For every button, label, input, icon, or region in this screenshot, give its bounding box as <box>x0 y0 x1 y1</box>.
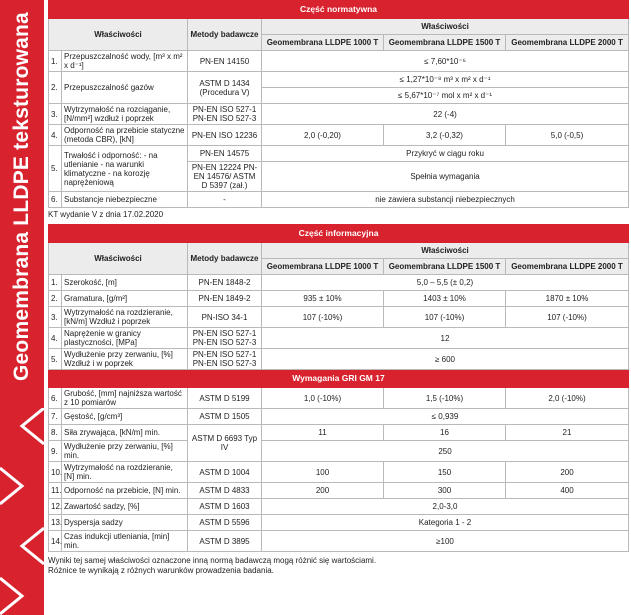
header-col1: Geomembrana LLDPE 1000 T <box>262 35 384 51</box>
table-row: 8. Siła zrywająca, [kN/m] min. ASTM D 6693 Typ IV 11 16 21 <box>49 425 629 441</box>
table-row: 11. Odporność na przebicie, [N] min. ASTM D 4833 200 300 400 <box>49 483 629 499</box>
table-row: 13. Dyspersja sadzy ASTM D 5596 Kategoria 1 - 2 <box>49 515 629 531</box>
table-row: 5. Trwałość i odporność: - na utlenianie - na warunki klimatyczne - na korozję naprężeniową PN-EN 14575 Przykryć w ciągu roku <box>49 146 629 162</box>
table-row: 10. Wytrzymałość na rozdzieranie, [N] min. ASTM D 1004 100 150 200 <box>49 462 629 483</box>
table-normative <box>48 0 629 208</box>
table-row: 3. Wytrzymałość na rozciąganie, [N/mm²] wzdłuż i poprzek PN-EN ISO 527-1 PN-EN ISO 527-3 22 (-4) <box>49 104 629 125</box>
header-col3: Geomembrana LLDPE 2000 T <box>506 259 629 275</box>
table-row: 7. Gęstość, [g/cm³] ASTM D 1505 ≤ 0,939 <box>49 409 629 425</box>
header-group: Właściwości <box>262 19 629 35</box>
edition-note: KT wydanie V z dnia 17.02.2020 <box>48 210 164 219</box>
table-informative <box>48 224 629 552</box>
sidebar-band <box>0 0 44 615</box>
table-row: 9. Wydłużenie przy zerwaniu, [%] min. 250 <box>49 441 629 462</box>
table-row: ≤ 5,67*10⁻⁷ mol x m² x d⁻¹ <box>49 88 629 104</box>
table-row: 12. Zawartość sadzy, [%] ASTM D 1603 2,0-3,0 <box>49 499 629 515</box>
section-title: Wymagania GRI GM 17 <box>49 370 629 388</box>
table-row: 5. Wydłużenie przy zerwaniu, [%] Wzdłuż i w poprzek PN-EN ISO 527-1 PN-EN ISO 527-3 ≥ 600 <box>49 349 629 370</box>
header-col2: Geomembrana LLDPE 1500 T <box>384 35 506 51</box>
table-row: 4. Naprężenie w granicy plastyczności, [MPa] PN-EN ISO 527-1 PN-EN ISO 527-3 12 <box>49 328 629 349</box>
section-title: Część normatywna <box>49 1 629 19</box>
footnote: Różnice te wynikają z różnych warunków prowadzenia badania. <box>48 566 274 575</box>
table-row: 3. Wytrzymałość na rozdzieranie, [kN/m] Wzdłuż i poprzek PN-ISO 34-1 107 (-10%) 107 (-10%) 107 (-10%) <box>49 307 629 328</box>
header-properties: Właściwości <box>49 243 188 275</box>
table-row: 6. Substancje niebezpieczne - nie zawiera substancji niebezpiecznych <box>49 192 629 208</box>
table-row: 2. Przepuszczalność gazów ASTM D 1434 (Procedura V) ≤ 1,27*10⁻⁸ m³ x m² x d⁻¹ <box>49 72 629 88</box>
table-row: 1. Przepuszczalność wody, [m³ x m² x d⁻¹] PN-EN 14150 ≤ 7,60*10⁻⁶ <box>49 51 629 72</box>
table-row: 4. Odporność na przebicie statyczne (metoda CBR), [kN] PN-EN ISO 12236 2,0 (-0,20) 3,2 (-0,32) 5,0 (-0,5) <box>49 125 629 146</box>
header-properties: Właściwości <box>49 19 188 51</box>
section-title: Część informacyjna <box>49 225 629 243</box>
zigzag-decoration <box>0 408 44 615</box>
header-col2: Geomembrana LLDPE 1500 T <box>384 259 506 275</box>
header-group: Właściwości <box>262 243 629 259</box>
table-row: 6. Grubość, [mm] najniższa wartość z 10 pomiarów ASTM D 5199 1,0 (-10%) 1,5 (-10%) 2,0 (-10%) <box>49 388 629 409</box>
header-methods: Metody badawcze <box>188 19 262 51</box>
header-methods: Metody badawcze <box>188 243 262 275</box>
sidebar-title: Geomembrana LLDPE teksturowana <box>10 12 33 381</box>
header-col3: Geomembrana LLDPE 2000 T <box>506 35 629 51</box>
table-row: PN-EN 12224 PN-EN 14576/ ASTM D 5397 (zał.) Spełnia wymagania <box>49 162 629 192</box>
header-col1: Geomembrana LLDPE 1000 T <box>262 259 384 275</box>
main-content <box>48 0 628 576</box>
table-row: 1. Szerokość, [m] PN-EN 1848-2 5,0 – 5,5 (± 0,2) <box>49 275 629 291</box>
footnote: Wyniki tej samej właściwości oznaczone inną normą badawczą mogą różnić się wartościami. <box>48 556 377 565</box>
table-row: 2. Gramatura, [g/m²] PN-EN 1849-2 935 ± 10% 1403 ± 10% 1870 ± 10% <box>49 291 629 307</box>
table-row: 14. Czas indukcji utleniania, [min] min. ASTM D 3895 ≥100 <box>49 531 629 552</box>
